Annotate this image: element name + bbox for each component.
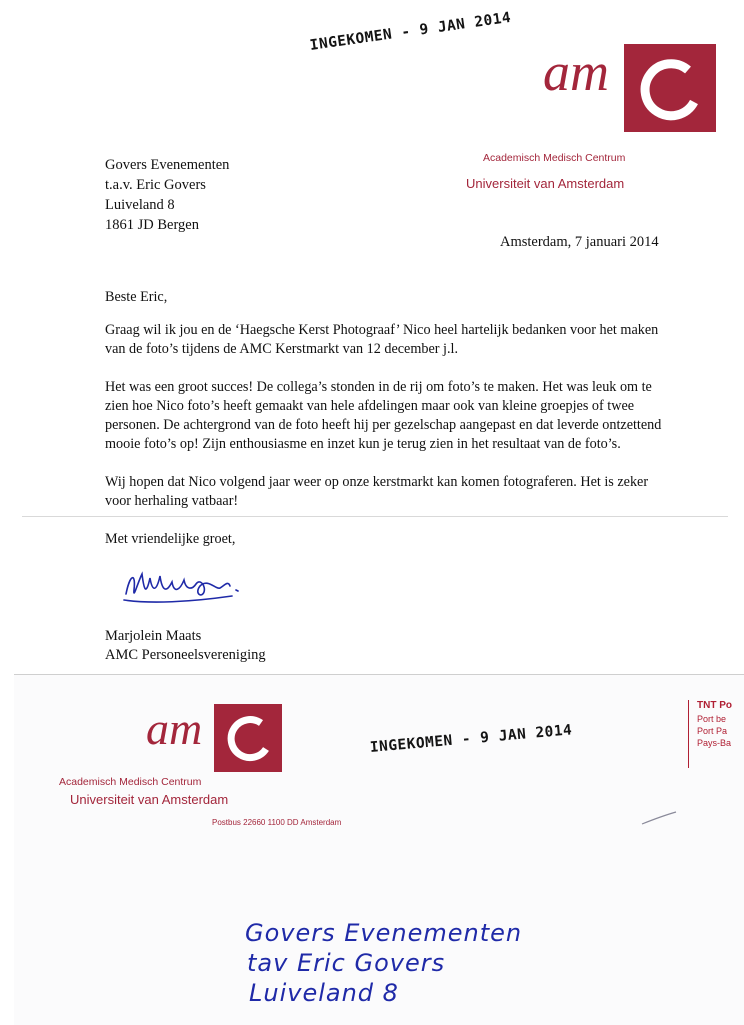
letter-body [105,288,665,568]
recipient-address [105,155,229,235]
tnt-line: Port Pa [697,726,728,736]
address-line: 1861 JD Bergen [105,217,199,233]
paragraph: Graag wil ik jou en de ‘Haegsche Kerst Photograaf’ Nico heel hartelijk bedanken voor het maken van de foto’s tijdens de AMC Kerstmarkt van 12 december j.l. [105,322,659,357]
letter-date: Amsterdam, 7 januari 2014 [500,234,659,250]
amc-name: Academisch Medisch Centrum [483,152,626,164]
envelope-received-stamp: INGEKOMEN - 9 JAN 2014 [369,722,573,756]
amc-logo-text: am [543,42,609,102]
signer-block [105,627,266,665]
amc-logo-mark [624,44,716,132]
paragraph: Wij hopen dat Nico volgend jaar weer op onze kerstmarkt kan komen fotograferen. Het is zeker voor herhaling vatbaar! [105,474,649,509]
university-name: Universiteit van Amsterdam [466,176,625,191]
tnt-line: TNT Po [697,700,732,711]
handwritten-address [245,918,522,1008]
tnt-line: Pays-Ba [697,738,732,748]
address-line: Govers Evenementen [105,157,230,173]
postbus-address: Postbus 22660 1100 DD Amsterdam [212,818,342,827]
closing: Met vriendelijke groet, [105,531,236,547]
address-line: Luiveland 8 [105,197,175,213]
address-line: t.a.v. Eric Govers [105,177,206,193]
ink-scratch [640,808,680,828]
handwritten-line: Luiveland 8 [249,979,399,1007]
tnt-postage-mark [688,700,744,768]
envelope-amc-logo-mark [214,704,282,772]
signer-name: Marjolein Maats [105,628,202,644]
handwritten-line: tav Eric Govers [247,949,446,977]
handwritten-line: Govers Evenementen [245,919,523,947]
signature [120,560,260,615]
paragraph: Het was een groot succes! De collega’s stonden in de rij om foto’s te maken. Het was leuk om te zien hoe Nico foto’s heeft gemaakt van hele afdelingen maar ook van kleine groepjes of twee personen. De achtergrond van de foto heeft hij per gezelschap aangepast en dat leverde ontzettend mooie foto’s op! Zijn enthousiasme en inzet kun je terug zien in het resultaat van de foto’s. [105,379,662,452]
signer-organization: AMC Personeelsvereniging [105,647,266,663]
envelope-amc-name: Academisch Medisch Centrum [59,776,202,788]
salutation: Beste Eric, [105,289,168,305]
received-stamp: INGEKOMEN - 9 JAN 2014 [308,9,513,54]
envelope-amc-logo-text: am [146,703,203,754]
tnt-line: Port be [697,714,727,724]
envelope-university-name: Universiteit van Amsterdam [70,792,229,807]
